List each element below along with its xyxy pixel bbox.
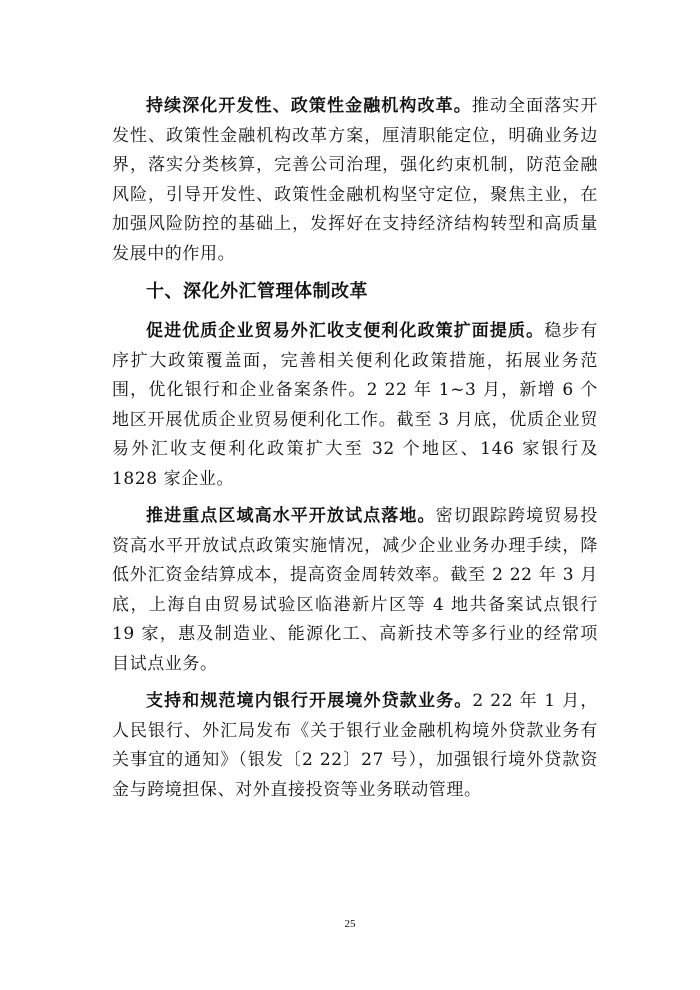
- paragraph-lead-bold: 持续深化开发性、政策性金融机构改革。: [146, 96, 472, 116]
- paragraph-trade-facilitation: [112, 317, 598, 494]
- paragraph-financial-institution-reform: [112, 92, 598, 269]
- paragraph-text: 密切跟踪跨境贸易投资高水平开放试点政策实施情况，减少企业业务办理手续，降低外汇资金结算成本，提高资金周转效率。截至 2 22 年 3 月底，上海自由贸易试验区临港新片区等 4 地共备案试点银行 19 家，惠及制造业、能源化工、高新技术等多行业的经常项目试点业务。: [112, 506, 598, 674]
- paragraph-text: 2 22 年 1 月，人民银行、外汇局发布《关于银行业金融机构境外贷款业务有关事宜的通知》（银发〔2 22〕27 号），加强银行境外贷款资金与跨境担保、对外直接投资等业务联动管理。: [112, 691, 598, 800]
- paragraph-overseas-loans: [112, 687, 598, 805]
- section-heading: 十、深化外汇管理体制改革: [146, 281, 368, 302]
- paragraph-text: 推动全面落实开发性、政策性金融机构改革方案，厘清职能定位，明确业务边界，落实分类核算，完善公司治理，强化约束机制，防范金融风险，引导开发性、政策性金融机构坚守定位，聚焦主业，在加强风险防控的基础上，发挥好在支持经济结构转型和高质量发展中的作用。: [112, 96, 598, 264]
- paragraph-lead-bold: 推进重点区域高水平开放试点落地。: [146, 506, 436, 526]
- paragraph-lead-bold: 促进优质企业贸易外汇收支便利化政策扩面提质。: [146, 321, 545, 341]
- paragraph-lead-bold: 支持和规范境内银行开展境外贷款业务。: [146, 691, 473, 711]
- body-text: [112, 92, 598, 813]
- paragraph-text: 稳步有序扩大政策覆盖面，完善相关便利化政策措施，拓展业务范围，优化银行和企业备案条件。2 22 年 1~3 月，新增 6 个地区开展优质企业贸易便利化工作。截至 3 月底，优质企业贸易外汇收支便利化政策扩大至 32 个地区、146 家银行及 1828 家企业。: [112, 321, 598, 489]
- page-number: 25: [344, 918, 356, 930]
- paragraph-pilot-opening: [112, 502, 598, 679]
